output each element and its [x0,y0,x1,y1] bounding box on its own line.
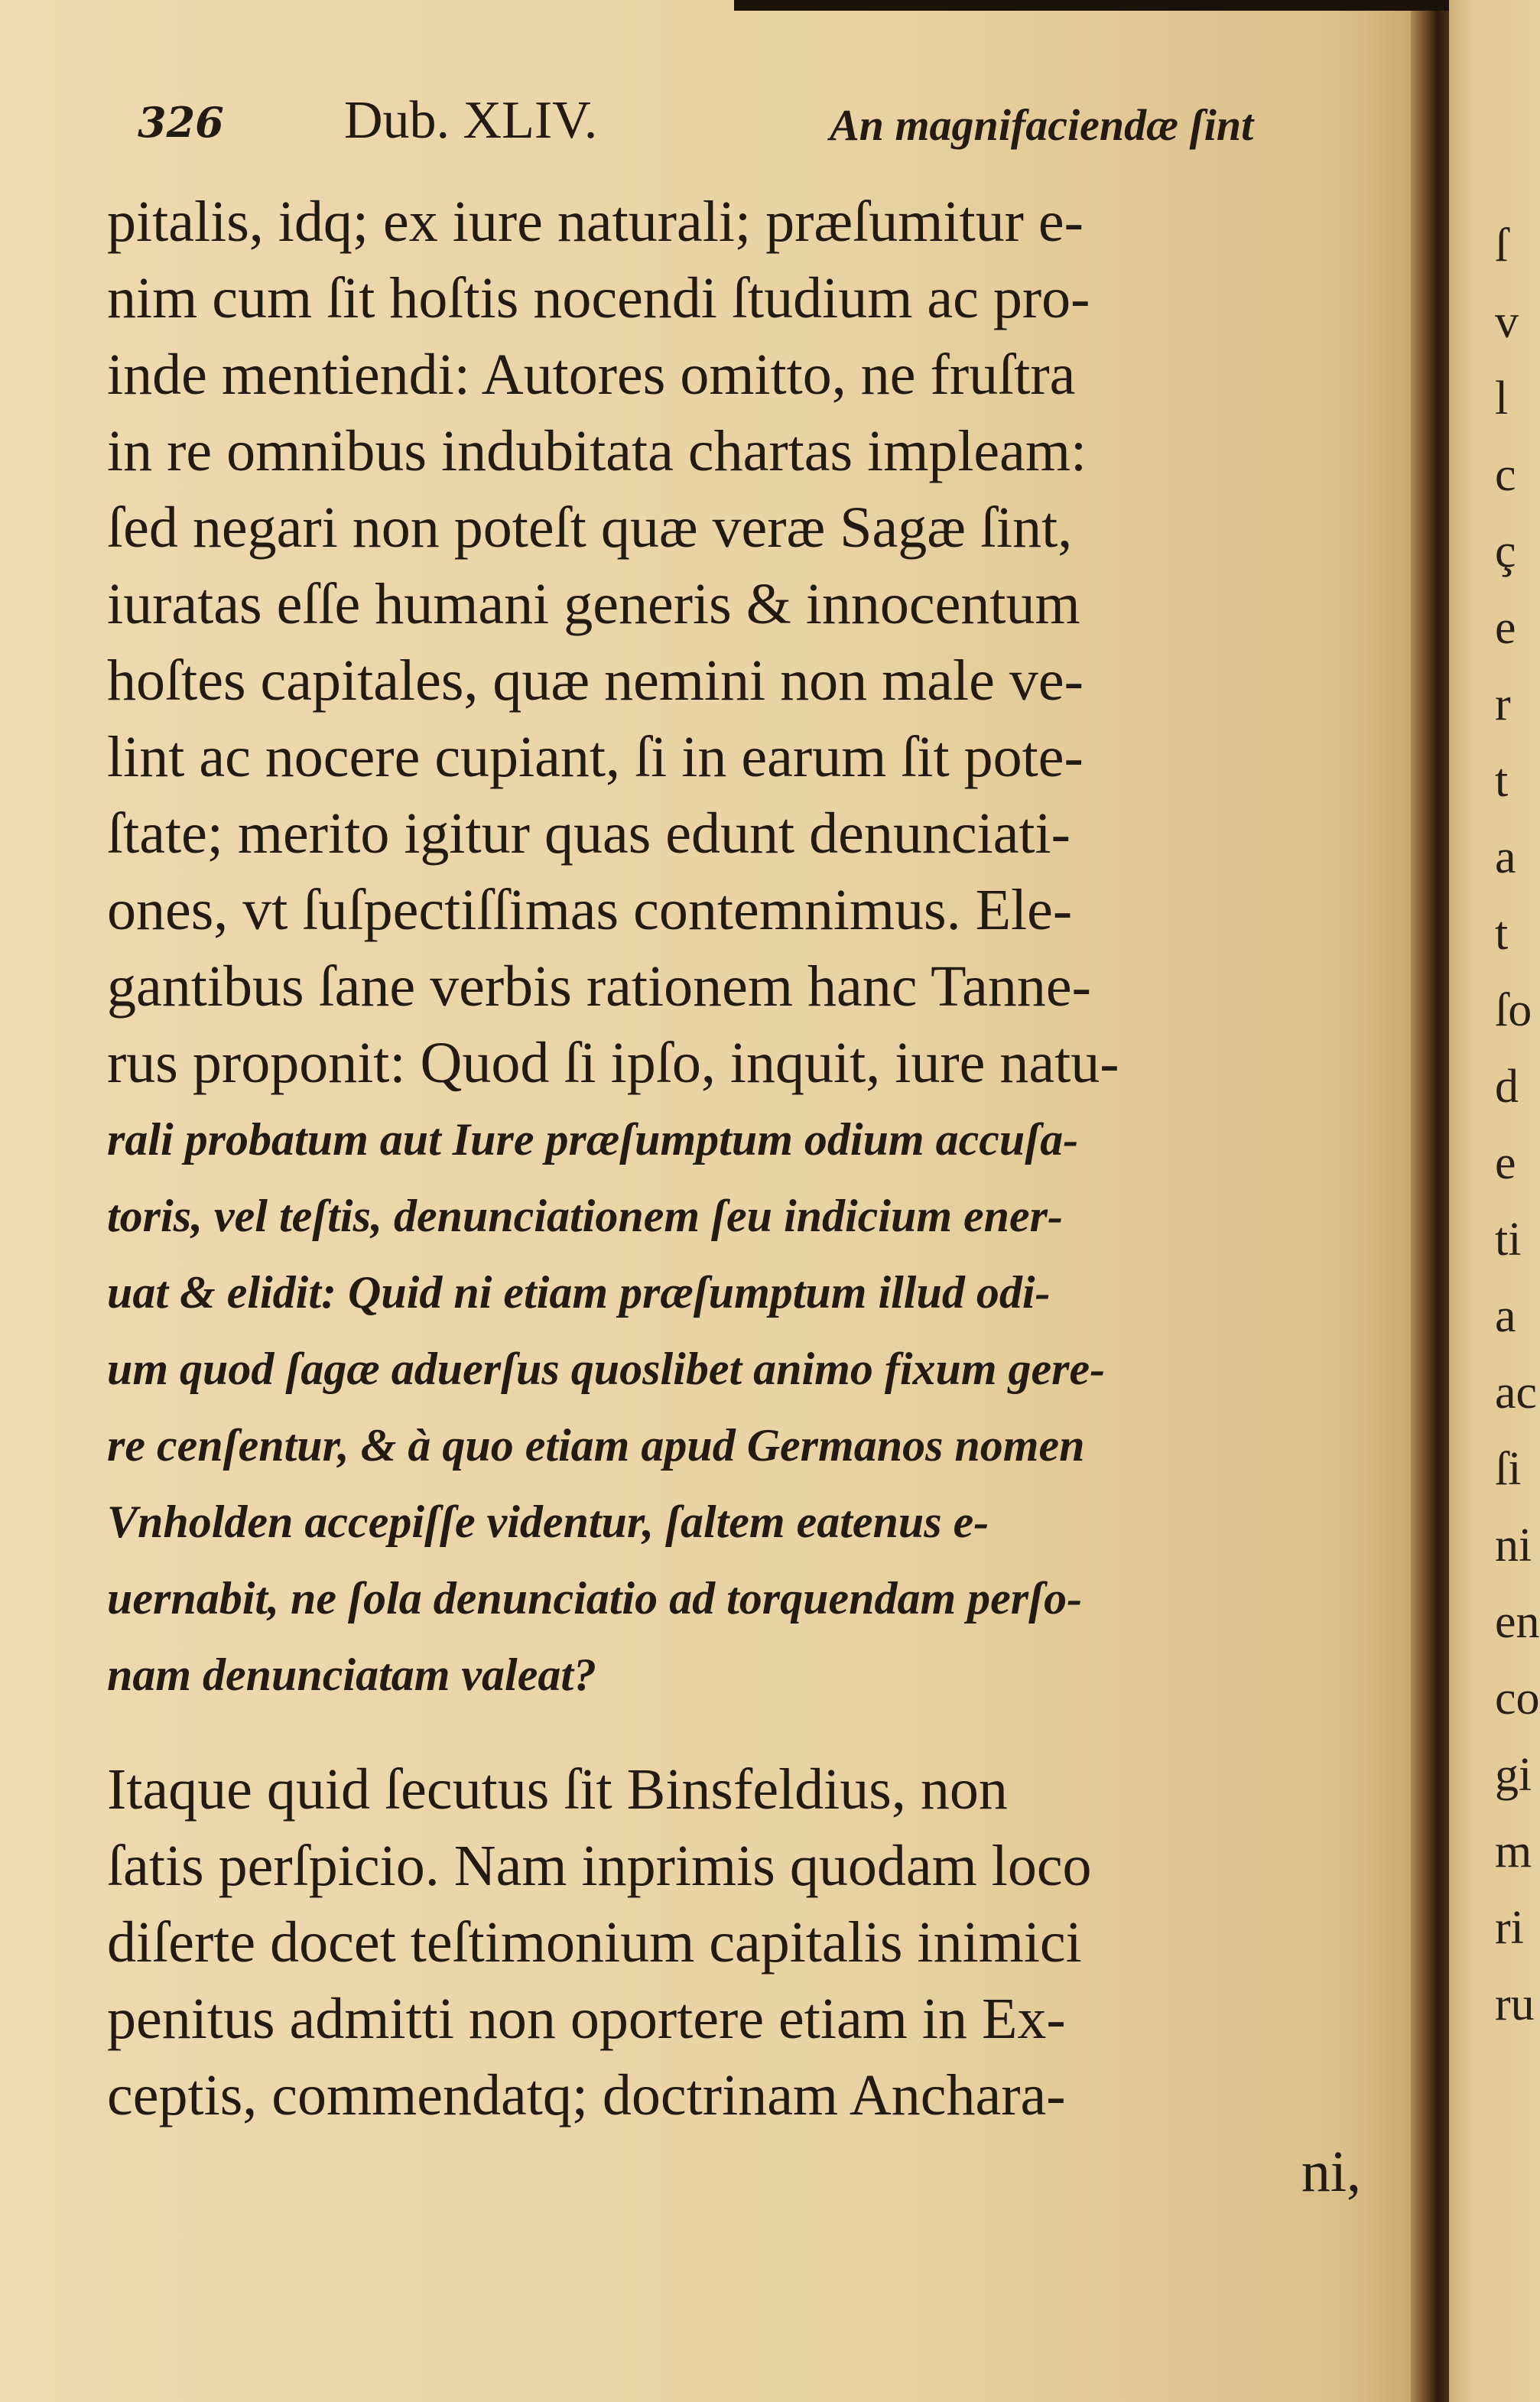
text-line: uernabit, ne ſola denunciatio ad torquendam perſo- [107,1573,1083,1624]
body-text [107,184,1376,2210]
text-line: ſatis perſpicio. Nam inprimis quodam loco [107,1834,1092,1898]
text-line: Itaque quid ſecutus ſit Binsfeldius, non [107,1757,1008,1822]
text-line: ſtate; merito igitur quas edunt denunciati- [107,801,1071,866]
facing-page-fragment: ac [1495,1367,1538,1419]
catchword: ni, [1301,2140,1361,2204]
facing-page-fragment: en [1495,1596,1540,1648]
text-line: penitus admitti non oportere etiam in Ex- [107,1987,1066,2051]
text-line: pitalis, idq; ex iure naturali; præſumitur e- [107,190,1084,254]
text-line: lint ac nocere cupiant, ſi in earum ſit pote- [107,725,1084,789]
facing-page-fragment: ru [1495,1978,1535,2030]
text-line: nam denunciatam valeat? [107,1650,597,1700]
paragraph-gap [107,1713,1376,1751]
text-line: rus proponit: Quod ſi ipſo, inquit, iure natu- [107,1031,1119,1095]
facing-page-fragment: a [1495,831,1516,883]
facing-page-fragment: ſo [1495,984,1532,1036]
facing-page-fragment: t [1495,755,1509,807]
text-line: hoſtes capitales, quæ nemini non male ve- [107,648,1084,713]
facing-page-fragment: m [1495,1825,1532,1877]
text-line: uat & elidit: Quid ni etiam præſumptum illud odi- [107,1267,1051,1318]
running-head: Dub. XLIV. [344,91,598,150]
book-gutter [1411,0,1449,2402]
facing-page-fragment: r [1495,678,1511,730]
text-line: inde mentiendi: Autores omitto, ne fruſtra [107,343,1076,407]
facing-page-fragment: a [1495,1290,1516,1342]
facing-page-fragment: e [1495,1137,1516,1189]
facing-page-fragment: ſi [1495,1443,1522,1495]
facing-page-fragment: t [1495,908,1509,960]
top-edge-shadow [734,0,1529,11]
facing-page-fragment: ç [1495,525,1516,577]
facing-page-fragment: l [1495,372,1509,424]
text-line: ones, vt ſuſpectiſſimas contemnimus. Ele- [107,878,1073,942]
facing-page-fragment: v [1495,296,1519,348]
facing-page-fragment: c [1495,449,1516,501]
facing-page-fragment: gi [1495,1749,1532,1801]
facing-page-fragment: ti [1495,1214,1522,1266]
text-line: ſed negari non poteſt quæ veræ Sagæ ſint, [107,496,1073,560]
text-line: nim cum ſit hoſtis nocendi ſtudium ac pro- [107,266,1090,330]
text-line: toris, vel teſtis, denunciationem ſeu indicium ener- [107,1191,1063,1241]
facing-page-fragment: ni [1495,1520,1532,1572]
running-title: An magnifaciendæ ſint [830,100,1254,150]
text-line: rali probatum aut Iure præſumptum odium accuſa- [107,1114,1079,1165]
facing-page-fragment: ſ [1495,219,1509,271]
text-line: iuratas eſſe humani generis & innocentum [107,572,1080,636]
text-line: Vnholden accepiſſe videntur, ſaltem eatenus e- [107,1497,989,1547]
facing-page-fragment: d [1495,1061,1519,1113]
text-line: ceptis, commendatq; doctrinam Anchara- [107,2063,1066,2127]
facing-page-fragment: e [1495,602,1516,654]
text-line: in re omnibus indubitata chartas impleam: [107,419,1087,483]
text-line: um quod ſagæ aduerſus quoslibet animo fixum gere- [107,1344,1106,1394]
facing-page-fragment: ri [1495,1902,1524,1954]
facing-page-edge [1449,0,1540,2402]
text-line: re cenſentur, & à quo etiam apud Germanos nomen [107,1420,1085,1471]
page-number: 326 [138,98,224,147]
text-line: diſerte docet teſtimonium capitalis inimici [107,1910,1082,1975]
text-line: gantibus ſane verbis rationem hanc Tanne- [107,954,1091,1019]
facing-page-fragment: co [1495,1672,1540,1724]
page-header [138,76,1376,161]
